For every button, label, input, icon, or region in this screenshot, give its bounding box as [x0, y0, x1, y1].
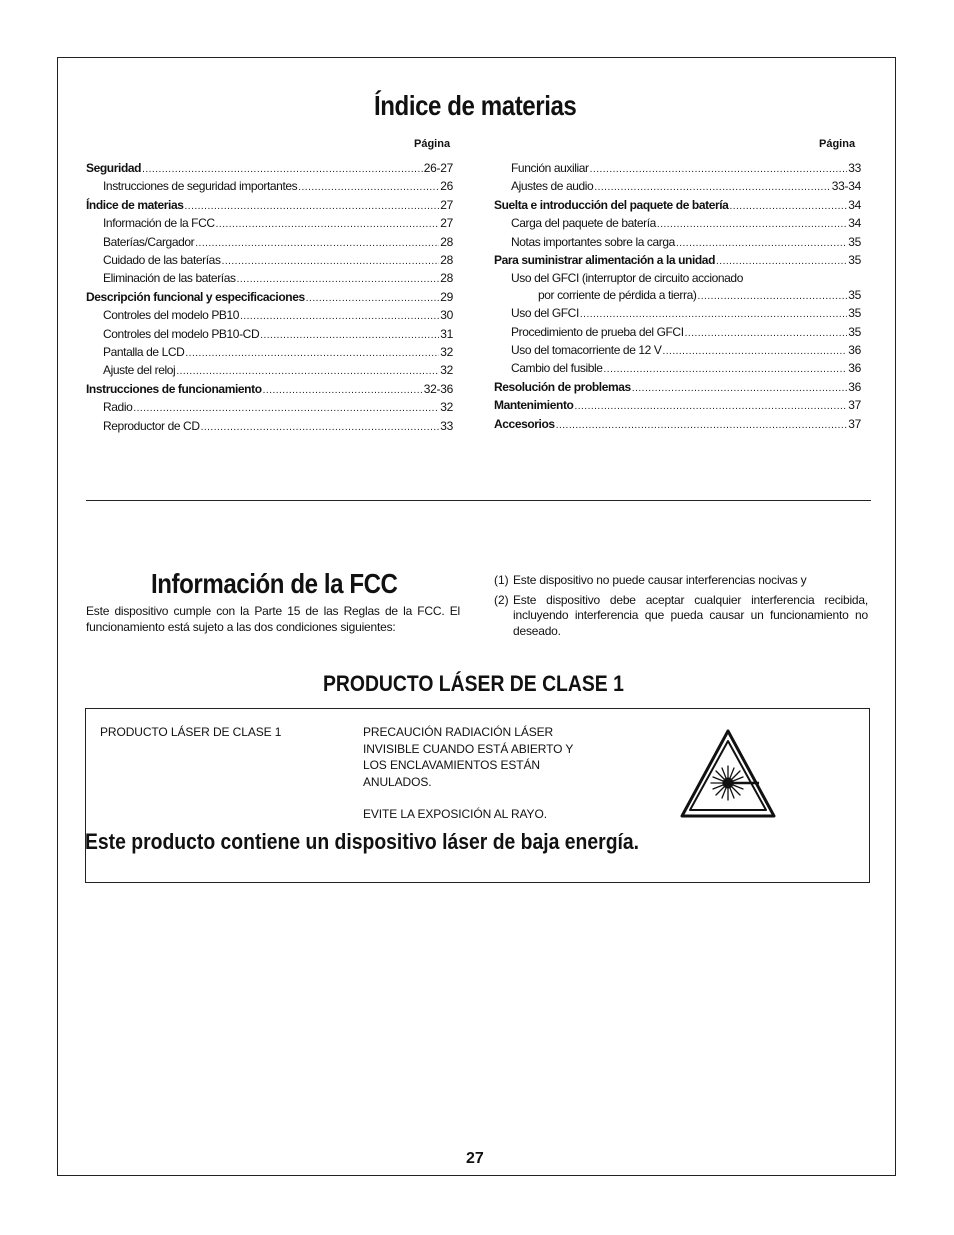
toc-leader-dots: [716, 254, 847, 270]
toc-entry: [86, 215, 453, 233]
toc-entry-label: Controles del modelo PB10-CD: [103, 326, 260, 341]
toc-leader-dots: [298, 180, 439, 196]
toc-leader-dots: [142, 162, 423, 178]
fcc-condition-number: (1): [494, 573, 509, 587]
toc-entry: [86, 234, 453, 252]
toc-entry-label: Seguridad: [86, 161, 142, 175]
toc-entry-label: por corriente de pérdida a tierra): [538, 287, 697, 302]
toc-entry-label: Índice de materias: [86, 197, 184, 212]
toc-leader-dots: [676, 236, 847, 252]
toc-entry-page: 30: [440, 308, 453, 323]
toc-entry: [86, 418, 453, 436]
toc-entry: [494, 270, 861, 286]
fcc-condition: [494, 573, 868, 589]
caution-line: ANULADOS.: [363, 774, 432, 789]
fcc-paragraph: Este dispositivo cumple con la Parte 15 de las Reglas de la FCC. El funcionamiento está sujeto a las dos condiciones siguientes:: [86, 604, 460, 634]
toc-entry-page: 34: [848, 197, 861, 212]
toc-right-column: [494, 160, 861, 434]
fcc-condition-text: Este dispositivo debe aceptar cualquier interferencia recibida, incluyendo interferencia que pueda causar un funcionamiento no deseado.: [513, 592, 868, 638]
toc-entry: [86, 326, 453, 344]
toc-leader-dots: [260, 328, 439, 344]
toc-leader-dots: [556, 418, 848, 434]
toc-entry: [86, 178, 453, 196]
fcc-condition-number: (2): [494, 592, 509, 607]
toc-entry-label: Reproductor de CD: [103, 418, 200, 433]
toc-entry-label: Ajustes de audio: [511, 179, 594, 194]
toc-entry-page: 36: [848, 343, 861, 358]
toc-entry-page: 37: [848, 416, 861, 431]
toc-entry-label: Accesorios: [494, 416, 555, 431]
section-divider: [86, 500, 871, 501]
toc-entry: [494, 215, 861, 233]
toc-entry-label: Notas importantes sobre la carga: [511, 234, 675, 249]
toc-leader-dots: [580, 307, 847, 323]
caution-line: PRECAUCIÓN RADIACIÓN LÁSER: [363, 725, 554, 739]
toc-entry-label: Resolución de problemas: [494, 379, 631, 394]
toc-entry-page: 27: [440, 216, 453, 231]
toc-leader-dots: [729, 199, 847, 215]
toc-entry-page: 32: [440, 363, 453, 378]
toc-entry-label: Cuidado de las baterías: [103, 253, 221, 268]
fcc-title: Información de la FCC: [151, 568, 398, 599]
toc-entry-page: 32: [440, 345, 453, 360]
toc-entry: [86, 160, 453, 178]
toc-entry-page: 34: [848, 216, 861, 231]
toc-entry-page: 36: [848, 361, 861, 376]
toc-entry-label: Información de la FCC: [103, 216, 215, 231]
laser-section-title: PRODUCTO LÁSER DE CLASE 1: [323, 671, 624, 696]
toc-entry-page: 28: [440, 253, 453, 268]
toc-entry-page: 35: [848, 234, 861, 249]
toc-entry-page: 33: [848, 161, 861, 175]
laser-statement: Este producto contiene un dispositivo láser de baja energía.: [85, 829, 640, 854]
toc-entry-page: 33: [440, 418, 453, 433]
toc-title: Índice de materias: [374, 90, 577, 121]
toc-leader-dots: [195, 236, 439, 252]
toc-entry-label: Instrucciones de funcionamiento: [86, 381, 262, 396]
toc-entry: [494, 360, 861, 378]
toc-entry-page: 37: [848, 398, 861, 413]
toc-entry: [494, 305, 861, 323]
toc-entry: [494, 379, 861, 397]
toc-entry-page: 29: [440, 289, 453, 304]
toc-leader-dots: [632, 381, 847, 397]
toc-leader-dots: [222, 254, 440, 270]
page-number: 27: [466, 1150, 484, 1167]
toc-entry-page: 35: [848, 253, 861, 268]
toc-leader-dots: [237, 272, 440, 288]
toc-leader-dots: [698, 289, 848, 305]
toc-entry-label: Uso del GFCI (interruptor de circuito accionado: [511, 271, 743, 286]
toc-entry: [86, 362, 453, 380]
toc-right-page-header: Página: [819, 138, 856, 150]
toc-entry: [494, 416, 861, 434]
toc-entry: [86, 289, 453, 307]
toc-entry-label: Descripción funcional y especificaciones: [86, 289, 305, 304]
toc-entry-label: Controles del modelo PB10: [103, 308, 240, 323]
toc-entry-page: 33-34: [831, 179, 861, 194]
toc-leader-dots: [663, 344, 848, 360]
caution-line: LOS ENCLAVAMIENTOS ESTÁN: [363, 758, 540, 772]
toc-leader-dots: [185, 199, 440, 215]
toc-entry-page: 32: [440, 400, 453, 415]
toc-entry-label: Ajuste del reloj: [103, 363, 176, 378]
laser-box-label: PRODUCTO LÁSER DE CLASE 1: [100, 725, 282, 739]
toc-entry: [494, 324, 861, 342]
toc-entry-label: Instrucciones de seguridad importantes: [103, 179, 298, 194]
toc-entry-label: Carga del paquete de batería: [511, 216, 656, 231]
toc-entry-label: Función auxiliar: [511, 161, 589, 175]
toc-entry-label: Eliminación de las baterías: [103, 271, 236, 286]
toc-leader-dots: [176, 364, 439, 380]
toc-leader-dots: [201, 420, 440, 436]
toc-leader-dots: [685, 326, 848, 342]
toc-entry: [494, 197, 861, 215]
toc-entry: [494, 252, 861, 270]
toc-entry: [494, 234, 861, 252]
toc-entry: [86, 307, 453, 325]
toc-entry: [86, 197, 453, 215]
toc-entry: [494, 397, 861, 415]
toc-entry-page: 27: [440, 197, 453, 212]
toc-leader-dots: [657, 217, 847, 233]
toc-entry-label: Suelta e introducción del paquete de batería: [494, 197, 729, 212]
caution-line: INVISIBLE CUANDO ESTÁ ABIERTO Y: [363, 741, 574, 756]
toc-entry-label: Mantenimiento: [494, 398, 574, 413]
fcc-conditions: [494, 573, 868, 643]
toc-entry-page: 35: [848, 324, 861, 339]
toc-leader-dots: [306, 291, 439, 307]
toc-leader-dots: [133, 401, 439, 417]
toc-entry-label: Baterías/Cargador: [103, 234, 195, 249]
toc-leader-dots: [240, 309, 439, 325]
toc-entry-page: 35: [848, 306, 861, 321]
laser-avoid-text: EVITE LA EXPOSICIÓN AL RAYO.: [363, 807, 547, 821]
laser-warning-icon: [679, 728, 777, 819]
toc-left-column: [86, 160, 453, 436]
toc-entry-page: 31: [440, 326, 453, 341]
toc-entry: [494, 287, 861, 305]
toc-entry: [86, 399, 453, 417]
toc-entry-label: Uso del tomacorriente de 12 V: [511, 343, 662, 358]
toc-entry-page: 26-27: [423, 161, 453, 175]
toc-entry-label: Uso del GFCI: [511, 306, 579, 321]
toc-entry-label: Para suministrar alimentación a la unidad: [494, 253, 716, 268]
toc-leader-dots: [216, 217, 440, 233]
toc-entry-page: 26: [440, 179, 453, 194]
toc-entry-page: 28: [440, 271, 453, 286]
toc-leader-dots: [590, 162, 848, 178]
toc-leader-dots: [594, 180, 830, 196]
toc-entry: [86, 381, 453, 399]
toc-entry: [86, 270, 453, 288]
toc-leader-dots: [185, 346, 439, 362]
toc-entry-page: 35: [848, 287, 861, 302]
toc-left-page-header: Página: [414, 138, 451, 150]
toc-entry-page: 32-36: [423, 381, 453, 396]
toc-entry-page: 36: [848, 379, 861, 394]
toc-leader-dots: [604, 362, 848, 378]
toc-entry: [86, 252, 453, 270]
toc-leader-dots: [574, 399, 847, 415]
laser-caution-text: [363, 724, 573, 790]
toc-entry: [494, 342, 861, 360]
toc-entry-label: Cambio del fusible: [511, 361, 603, 376]
fcc-condition-text: Este dispositivo no puede causar interferencias nocivas y: [513, 573, 807, 587]
toc-entry-label: Pantalla de LCD: [103, 345, 185, 360]
toc-entry-label: Radio: [103, 400, 133, 415]
fcc-condition: [494, 593, 868, 640]
toc-entry-label: Procedimiento de prueba del GFCI: [511, 324, 684, 339]
toc-entry: [494, 160, 861, 178]
toc-entry: [494, 178, 861, 196]
toc-entry: [86, 344, 453, 362]
toc-leader-dots: [263, 383, 423, 399]
toc-entry-page: 28: [440, 234, 453, 249]
